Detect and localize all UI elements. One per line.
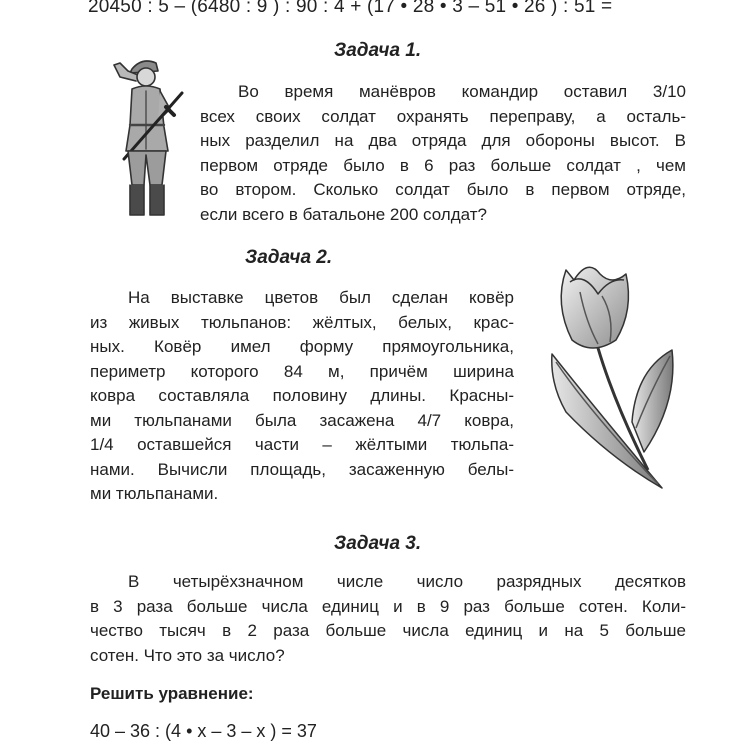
task2-line: периметр которого 84 м, причём ширина <box>90 361 514 381</box>
task1-line: во втором. Сколько солдат было в первом отряде, <box>200 180 686 199</box>
tulip-illustration <box>540 252 685 492</box>
soldier-illustration <box>108 55 188 225</box>
task2-text <box>90 286 514 507</box>
top-expression: 20450 : 5 – (6480 : 9 ) : 90 : 4 + (17 • 28 • 3 – 51 • 26 ) : 51 = <box>88 0 613 17</box>
task1-line: ных разделил на два отряда для обороны высот. В <box>200 131 686 150</box>
equation-section-title: Решить уравнение: <box>90 684 254 703</box>
equation: 40 – 36 : (4 • x – 3 – x ) = 37 <box>90 721 317 741</box>
task2-title: Задача 2. <box>245 247 333 268</box>
task1-line: первом отряде было в 6 раз больше солдат , чем <box>200 155 686 175</box>
task3-text <box>90 570 686 668</box>
task3-line: В четырёхзначном числе число разрядных десятков <box>128 572 686 591</box>
task2-line: ми тюльпанами. <box>90 484 219 503</box>
task2-line: ковра составляла половину длины. Красны- <box>90 386 514 405</box>
task3-line: сотен. Что это за число? <box>90 645 285 665</box>
task2-line: из живых тюльпанов: жёлтых, белых, крас- <box>90 312 514 332</box>
task1-line: Во время манёвров командир оставил 3/10 <box>238 82 686 101</box>
task2-line: нами. Вычисли площадь, засаженную белы- <box>90 459 514 479</box>
task3-title: Задача 3. <box>334 533 422 554</box>
task3-line: чество тысяч в 2 раза больше числа единиц и на 5 больше <box>90 621 686 640</box>
task1-line: если всего в батальоне 200 солдат? <box>200 204 487 224</box>
task2-line: ных. Ковёр имел форму прямоугольника, <box>90 337 514 356</box>
task1-title: Задача 1. <box>334 40 422 61</box>
task2-line: 1/4 оставшейся части – жёлтыми тюльпа- <box>90 435 514 454</box>
task1-line: всех своих солдат охранять переправу, а осталь- <box>200 106 686 126</box>
task1-text <box>200 80 686 227</box>
task2-line: ми тюльпанами была засажена 4/7 ковра, <box>90 410 514 430</box>
task3-line: в 3 раза больше числа единиц и в 9 раз больше сотен. Коли- <box>90 596 686 616</box>
task2-line: На выставке цветов был сделан ковёр <box>128 288 514 307</box>
